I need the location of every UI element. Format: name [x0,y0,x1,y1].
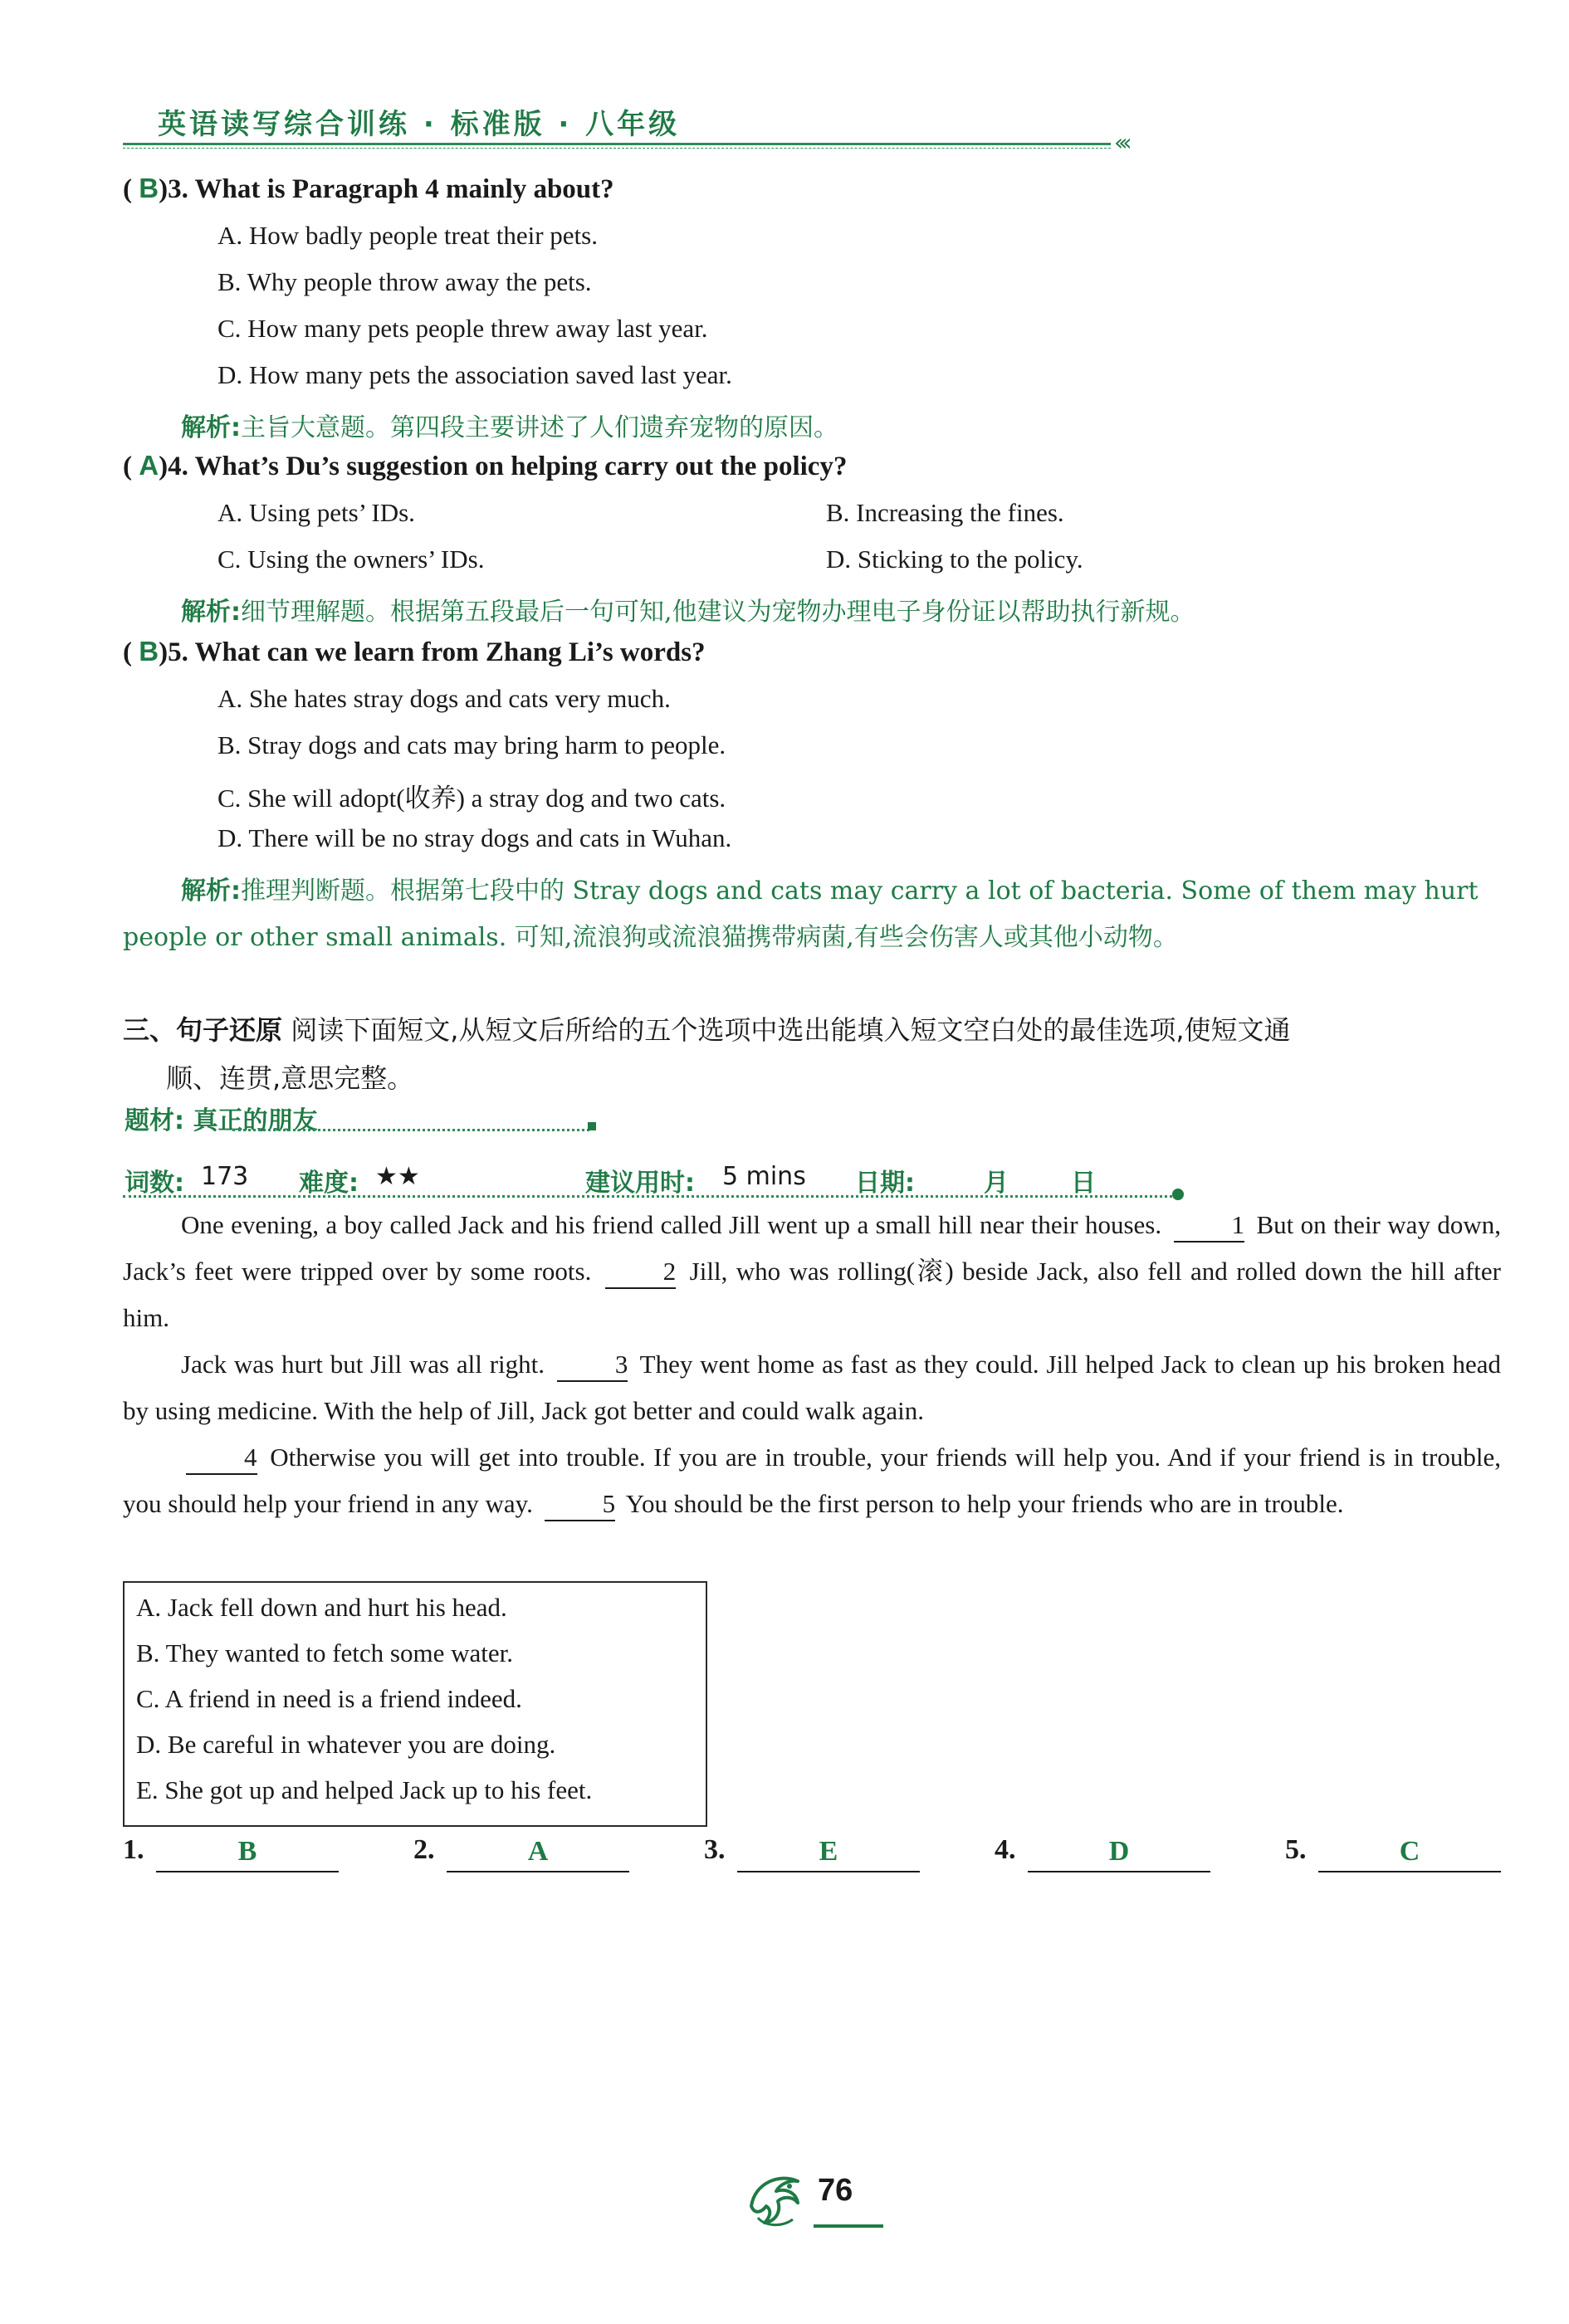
answer-3-value: E [819,1836,838,1867]
q3-option-c: C. How many pets people threw away last year. [218,314,708,343]
date-month: 月 [984,1169,1009,1198]
answer-1-number: 1. [123,1834,144,1865]
answer-4-number: 4. [995,1834,1016,1865]
q3-explanation [181,407,838,443]
passage-p1-c: Jill, who was rolling(滚) beside Jack, also fell and rolled down the hill after him. [123,1257,1501,1332]
passage-p2-a: Jack was hurt but Jill was all right. [181,1350,545,1379]
passage-paragraph-3 [123,1434,1501,1527]
answer-1-value: B [237,1836,257,1867]
choice-d: D. Be careful in whatever you are doing. [136,1730,556,1759]
passage-p1-a: One evening, a boy called Jack and his friend called Jill went up a small hill near their houses. [181,1210,1162,1239]
q4-expl-text: 细节理解题。根据第五段最后一句可知,他建议为宠物办理电子身份证以帮助执行新规。 [241,598,1195,627]
answer-5-value: C [1399,1836,1420,1867]
passage-p3-b: You should be the first person to help your friends who are in trouble. [625,1489,1344,1518]
section-3-instruction-line1: 阅读下面短文,从短文后所给的五个选项中选出能填入短文空白处的最佳选项,使短文通 [291,1014,1291,1046]
q3-answer: B [139,173,159,203]
q5-expl-label: 解析: [181,876,241,906]
q3-paren-open: ( [123,174,132,204]
section-3-instruction [123,1006,1501,1102]
header-divider [123,143,1111,145]
choices-box [123,1581,707,1827]
passage-p1-b: But on their way down, Jack’s feet were tripped over by some roots. [123,1210,1501,1286]
topic-square-bullet [588,1122,596,1130]
passage [123,1202,1501,1527]
word-count: 173 [201,1162,249,1191]
answer-4-line [1028,1871,1210,1872]
question-5 [123,636,706,668]
q4-paren-close: ) [159,452,169,481]
question-3 [123,173,614,205]
choice-c: C. A friend in need is a friend indeed. [136,1684,522,1713]
choice-e: E. She got up and helped Jack up to his feet. [136,1775,593,1804]
q5-option-c: C. She will adopt(收养) a stray dog and two cats. [218,784,726,813]
page-number-underline [814,2224,883,2228]
q4-option-c: C. Using the owners’ IDs. [218,544,485,574]
q5-explanation-cont: people or other small animals. 可知,流浪狗或流浪猫携带病菌,有些会伤害人或其他小动物。 [123,923,1178,952]
question-4 [123,450,847,482]
answer-1-line [156,1871,339,1872]
meta-round-bullet [1172,1189,1184,1200]
q5-text: 5. What can we learn from Zhang Li’s words? [168,637,706,667]
q3-expl-label: 解析: [181,413,241,442]
answer-4-value: D [1108,1836,1130,1867]
q4-option-a: A. Using pets’ IDs. [218,498,415,527]
q3-option-d: D. How many pets the association saved last year. [218,360,732,389]
topic-dotted-line [232,1129,589,1131]
dolphin-logo-icon [743,2165,813,2231]
choice-b: B. They wanted to fetch some water. [136,1638,513,1667]
answer-2-number: 2. [413,1834,435,1865]
blank-4: 4 [186,1442,257,1475]
q3-expl-text: 主旨大意题。第四段主要讲述了人们遗弃宠物的原因。 [241,413,838,442]
suggested-time: 5 mins [722,1162,806,1191]
q5-option-d: D. There will be no stray dogs and cats in Wuhan. [218,823,732,852]
choice-a: A. Jack fell down and hurt his head. [136,1593,507,1622]
passage-p2-b: They went home as fast as they could. Jill helped Jack to clean up his broken head by using medicine. With the help of Jill, Jack got better and could walk again. [123,1350,1501,1425]
q4-answer: A [139,450,159,481]
header-chevrons-icon: ‹‹‹ [1114,129,1127,156]
time-label: 建议用时: [585,1169,695,1198]
q3-paren-close: ) [159,174,169,204]
meta-dotted-line [123,1195,1177,1198]
q4-option-b: B. Increasing the fines. [826,498,1064,527]
passage-p3-a: Otherwise you will get into trouble. If you are in trouble, your friends will help you. And if your friend is in trouble, you should help your friend in any way. [123,1443,1501,1518]
difficulty-stars: ★★ [375,1162,420,1191]
q3-option-b: B. Why people throw away the pets. [218,267,592,296]
q3-option-a: A. How badly people treat their pets. [218,221,598,250]
q5-paren-open: ( [123,637,132,667]
q5-expl-text-1: 推理判断题。根据第七段中的 Stray dogs and cats may carry a lot of bacteria. Some of them may hurt [241,876,1479,906]
q5-option-b: B. Stray dogs and cats may bring harm to people. [218,730,726,759]
q5-explanation [181,870,1501,906]
q3-text: 3. What is Paragraph 4 mainly about? [168,174,614,204]
q5-option-a: A. She hates stray dogs and cats very much. [218,684,671,713]
q4-text: 4. What’s Du’s suggestion on helping carry out the policy? [168,452,848,481]
answer-3-line [737,1871,920,1872]
blank-3: 3 [557,1349,628,1382]
blank-2: 2 [605,1256,677,1289]
answer-row [123,1834,1501,1884]
topic-label: 题材: [125,1106,184,1135]
q5-answer: B [139,636,159,666]
q4-option-d: D. Sticking to the policy. [826,544,1083,574]
section-3-instruction-line2: 顺、连贯,意思完整。 [166,1062,414,1094]
blank-1: 1 [1174,1209,1245,1243]
answer-3-number: 3. [704,1834,726,1865]
q4-explanation [181,591,1195,627]
answer-5-number: 5. [1285,1834,1307,1865]
date-day: 日 [1071,1169,1096,1198]
q4-paren-open: ( [123,452,132,481]
q4-expl-label: 解析: [181,598,241,627]
topic-value: 真正的朋友 [193,1106,318,1135]
page-number: 76 [818,2173,853,2208]
date-label: 日期: [855,1169,915,1198]
answer-5-line [1318,1871,1501,1872]
answer-2-value: A [527,1836,549,1867]
q5-paren-close: ) [159,637,169,667]
section-3-title: 三、句子还原 [123,1014,283,1046]
passage-paragraph-1 [123,1202,1501,1341]
running-header: 英语读写综合训练 · 标准版 · 八年级 [158,108,681,141]
answer-2-line [447,1871,629,1872]
difficulty-label: 难度: [299,1169,359,1198]
blank-5: 5 [545,1488,616,1521]
passage-paragraph-2 [123,1341,1501,1434]
word-count-label: 词数: [125,1169,184,1198]
